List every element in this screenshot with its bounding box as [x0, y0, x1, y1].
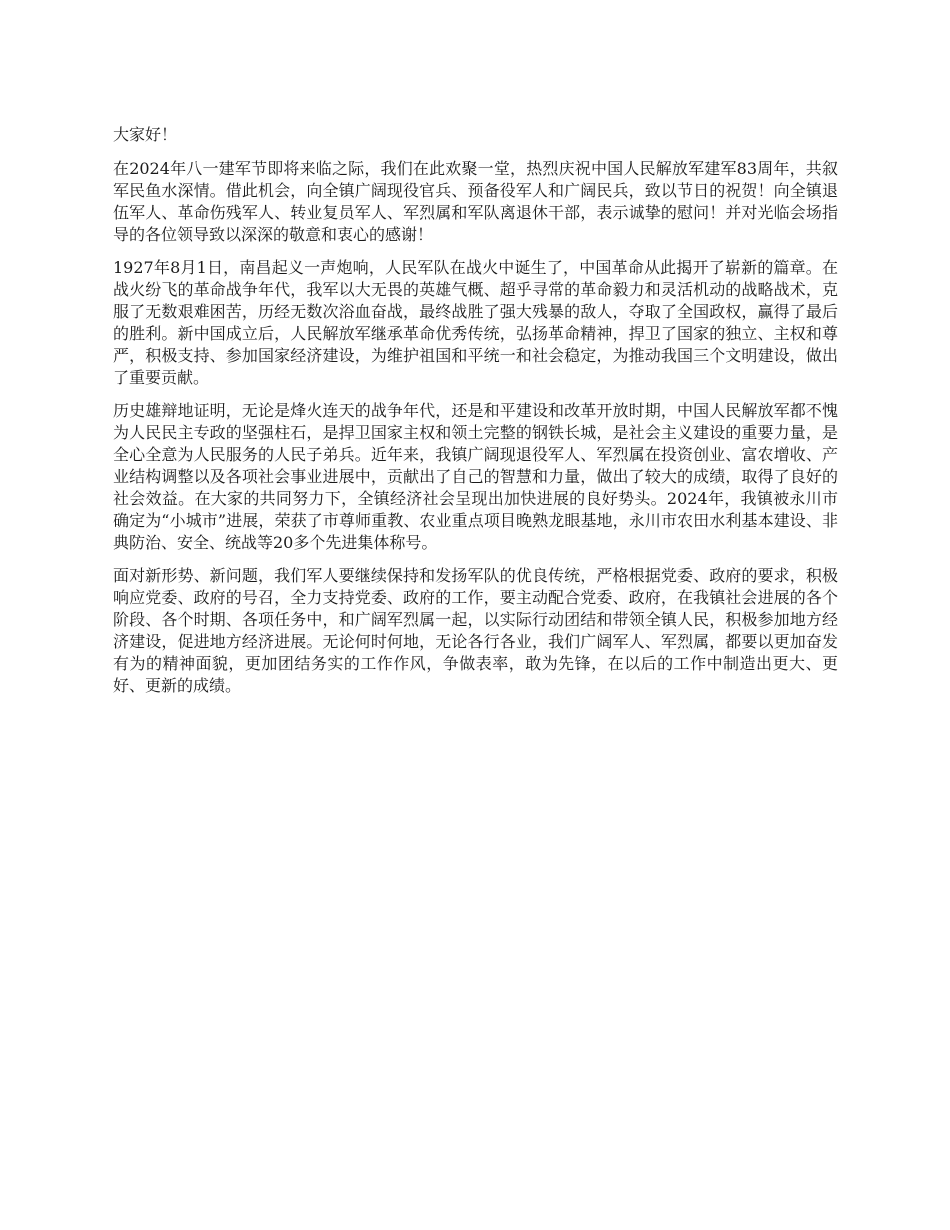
- paragraph-achievements: 历史雄辩地证明，无论是烽火连天的战争年代，还是和平建设和改革开放时期，中国人民解放军都不愧为人民民主专政的坚强柱石，是捍卫国家主权和领土完整的钢铁长城，是社会主义建设的重要力量，是全心全意为人民服务的人民子弟兵。近年来，我镇广阔现退役军人、军烈属在投资创业、富农增收、产业结构调整以及各项社会事业进展中，贡献出了自己的智慧和力量，做出了较大的成绩，取得了良好的社会效益。在大家的共同努力下，全镇经济社会呈现出加快进展的良好势头。2024年，我镇被永川市确定为“小城市”进展，荣获了市尊师重教、农业重点项目晚熟龙眼基地，永川市农田水利基本建设、非典防治、安全、统战等20多个先进集体称号。: [113, 401, 838, 552]
- greeting: 大家好！: [113, 125, 178, 144]
- paragraph-opening: 在2024年八一建军节即将来临之际，我们在此欢聚一堂，热烈庆祝中国人民解放军建军83周年，共叙军民鱼水深情。借此机会，向全镇广阔现役官兵、预备役军人和广阔民兵，致以节日的祝贺！向全镇退伍军人、革命伤残军人、转业复员军人、军烈属和军队离退休干部，表示诚挚的慰问！并对光临会场指导的各位领导致以深深的敬意和衷心的感谢！: [113, 159, 838, 244]
- speech-document: [113, 124, 838, 708]
- paragraph-history: 1927年8月1日，南昌起义一声炮响，人民军队在战火中诞生了，中国革命从此揭开了崭新的篇章。在战火纷飞的革命战争年代，我军以大无畏的英雄气概、超乎寻常的革命毅力和灵活机动的战略战术，克服了无数艰难困苦，历经无数次浴血奋战，最终战胜了强大残暴的敌人，夺取了全国政权，赢得了最后的胜利。新中国成立后，人民解放军继承革命优秀传统，弘扬革命精神，捍卫了国家的独立、主权和尊严，积极支持、参加国家经济建设，为维护祖国和平统一和社会稳定，为推动我国三个文明建设，做出了重要贡献。: [113, 258, 838, 387]
- paragraph-closing: 面对新形势、新问题，我们军人要继续保持和发扬军队的优良传统，严格根据党委、政府的要求，积极响应党委、政府的号召，全力支持党委、政府的工作，要主动配合党委、政府，在我镇社会进展的各个阶段、各个时期、各项任务中，和广阔军烈属一起，以实际行动团结和带领全镇人民，积极参加地方经济建设，促进地方经济进展。无论何时何地，无论各行各业，我们广阔军人、军烈属，都要以更加奋发有为的精神面貌，更加团结务实的工作作风，争做表率，敢为先锋，在以后的工作中制造出更大、更好、更新的成绩。: [113, 566, 838, 695]
